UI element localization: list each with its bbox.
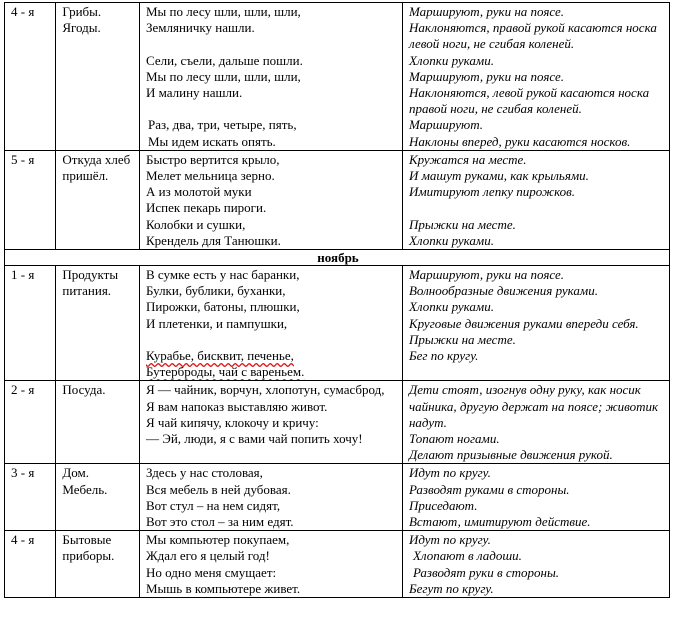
actions-cell — [402, 531, 669, 598]
actions-cell — [402, 150, 669, 249]
topic-cell — [56, 531, 140, 598]
verse-line: Мы компьютер покупаем, — [146, 532, 290, 548]
verse-line: Колобки и сушки, — [146, 216, 246, 232]
topic-line: Посуда. — [62, 382, 106, 398]
verse-line: Бутерброды, чай с вареньем. — [146, 364, 305, 380]
topic-cell — [56, 381, 140, 464]
verse-line: Курабье, бисквит, печенье, — [146, 348, 294, 364]
topic-cell — [56, 464, 140, 531]
verse-line: Я вам напоказ выставляю живот. — [146, 398, 328, 414]
action-gap — [409, 200, 665, 216]
week-cell: 2 - я — [5, 381, 56, 464]
action-line: Прыжки на месте. — [408, 331, 516, 347]
verse-line: Вот стул – на нем сидят, — [146, 497, 281, 513]
week-cell: 4 - я — [5, 3, 56, 151]
week-cell: 1 - я — [5, 266, 56, 381]
action-line: Волнообразные движения руками. — [408, 283, 598, 299]
topic-line: Откуда хлеб пришёл. — [62, 151, 131, 184]
table-row — [5, 150, 670, 249]
table-row — [5, 464, 670, 531]
table-row — [5, 381, 670, 464]
action-line: Разводят руки в стороны. — [412, 564, 560, 580]
verse-cell — [140, 3, 403, 151]
verse-line: Мы идем искать опять. — [148, 133, 276, 149]
action-line: Хлопки руками. — [408, 232, 494, 248]
verse-line: Крендель для Танюшки. — [146, 232, 281, 248]
topic-cell — [56, 3, 140, 151]
action-line: Приседают. — [408, 497, 478, 513]
verse-line: Испек пекарь пироги. — [146, 200, 267, 216]
verse-gap — [146, 101, 398, 117]
action-line: Делают призывные движения рукой. — [408, 447, 613, 463]
verse-line: Мелет мельница зерно. — [146, 168, 275, 184]
verse-line: Я чай кипячу, клокочу и кричу: — [146, 414, 319, 430]
verse-line: Но одно меня смущает: — [146, 564, 277, 580]
verse-line: Булки, бублики, буханки, — [146, 283, 286, 299]
action-line: Имитируют лепку пирожков. — [408, 184, 576, 200]
verse-cell — [140, 381, 403, 464]
verse-line: Вся мебель в ней дубовая. — [146, 481, 291, 497]
verse-line: Земляничку нашли. — [146, 20, 255, 36]
action-line: Маршируют, руки на поясе. — [408, 267, 565, 283]
topic-cell — [56, 266, 140, 381]
verse-cell — [140, 266, 403, 381]
verse-gap — [146, 332, 398, 348]
verse-line: А из молотой муки — [146, 184, 252, 200]
verse-cell — [140, 531, 403, 598]
actions-cell — [402, 266, 669, 381]
topic-line: Мебель. — [62, 481, 108, 497]
action-line: Прыжки на месте. — [408, 216, 516, 232]
verse-line: Быстро вертится крыло, — [146, 151, 280, 167]
verse-line: Вот это стол – за ним едят. — [146, 514, 294, 530]
verse-line: — Эй, люди, я с вами чай попить хочу! — [146, 431, 363, 447]
month-row — [5, 250, 670, 266]
action-line: Маршируют, руки на поясе. — [408, 68, 565, 84]
topic-cell — [56, 150, 140, 249]
verse-line: Мы по лесу шли, шли, шли, — [146, 68, 301, 84]
table-row — [5, 3, 670, 151]
topic-line: Бытовые приборы. — [62, 532, 115, 564]
verse-line: Раз, два, три, четыре, пять, — [148, 117, 297, 133]
physical-exercise-table — [4, 2, 670, 598]
verse-line: Мы по лесу шли, шли, шли, — [146, 4, 301, 19]
action-line: Бег по кругу. — [408, 348, 479, 364]
action-line: Круговые движения руками впереди себя. — [408, 315, 639, 331]
action-line: Бегут по кругу. — [408, 580, 494, 596]
action-line: Идут по кругу. — [408, 465, 491, 481]
verse-line: Здесь у нас столовая, — [146, 465, 263, 481]
action-line: И машут руками, как крыльями. — [408, 168, 589, 184]
week-cell: 5 - я — [5, 150, 56, 249]
action-line: Хлопки руками. — [408, 52, 494, 68]
verse-line: В сумке есть у нас баранки, — [146, 267, 300, 283]
action-line: Разводят руками в стороны. — [408, 481, 570, 497]
verse-line: Мышь в компьютере живет. — [146, 580, 301, 596]
action-line: Встают, имитируют действие. — [408, 514, 591, 530]
verse-cell — [140, 150, 403, 249]
action-line: Наклоняются, правой рукой касаются носка левой ноги, не сгибая коленей. — [408, 20, 657, 52]
topic-line: Дом. — [62, 465, 89, 481]
week-cell: 3 - я — [5, 464, 56, 531]
verse-line: И малину нашли. — [146, 85, 243, 100]
verse-cell — [140, 464, 403, 531]
table-row — [5, 531, 670, 598]
action-line: Хлопки руками. — [408, 299, 494, 315]
actions-cell — [402, 3, 669, 151]
topic-line: Грибы. — [62, 4, 102, 19]
action-line: Идут по кругу. — [408, 532, 491, 548]
action-line: Дети стоят, изогнув одну руку, как носик чайника, другую держат на поясе; животик надут. — [408, 382, 659, 430]
action-line: Маршируют. — [408, 117, 483, 133]
action-line: Хлопают в ладоши. — [412, 548, 522, 564]
verse-gap — [146, 36, 398, 52]
verse-line: Сели, съели, дальше пошли. — [146, 52, 303, 68]
verse-line: Пирожки, батоны, плюшки, — [146, 299, 300, 315]
month-title: ноябрь — [5, 250, 670, 266]
week-cell: 4 - я — [5, 531, 56, 598]
topic-line: Ягоды. — [62, 20, 101, 36]
actions-cell — [402, 381, 669, 464]
action-line: Наклоняются, левой рукой касаются носка правой ноги, не сгибая коленей. — [408, 85, 650, 117]
action-line: Наклоны вперед, руки касаются носков. — [408, 133, 631, 149]
action-line: Топают ногами. — [408, 431, 500, 447]
verse-line: Я — чайник, ворчун, хлопотун, сумасброд, — [146, 382, 385, 398]
topic-line: Продукты питания. — [62, 267, 119, 299]
action-line: Маршируют, руки на поясе. — [408, 4, 565, 19]
exercise-table-page — [4, 2, 670, 598]
action-line: Кружатся на месте. — [408, 151, 527, 167]
verse-line: Ждал его я целый год! — [146, 548, 270, 564]
verse-line: И плетенки, и пампушки, — [146, 315, 288, 331]
table-row — [5, 266, 670, 381]
actions-cell — [402, 464, 669, 531]
